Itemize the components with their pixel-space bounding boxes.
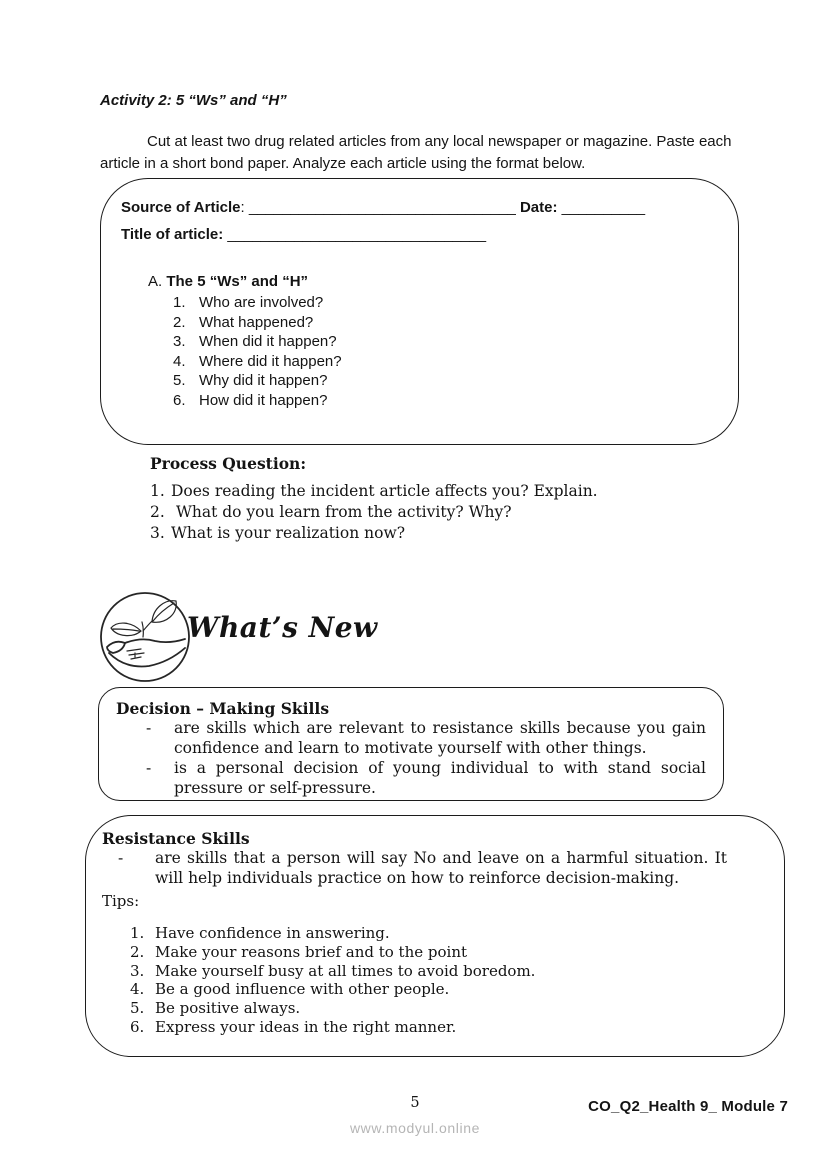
item-text: Be a good influence with other people. <box>155 980 450 999</box>
item-text: Make yourself busy at all times to avoid boredom. <box>155 961 536 980</box>
hand-holding-plant-icon <box>97 591 193 684</box>
item-text: are skills that a person will say No and leave on a harmful situation. It will help individuals practice on how to reinforce decision-making. <box>155 849 727 887</box>
item-number: 6. <box>173 391 186 409</box>
item-text: Have confidence in answering. <box>155 924 390 942</box>
item-text: is a personal decision of young individual to with stand social pressure or self-pressure. <box>174 759 706 797</box>
list-item <box>130 980 768 999</box>
item-text: When did it happen? <box>199 333 337 350</box>
item-number: 1. <box>150 482 165 500</box>
section-a-heading <box>148 273 720 290</box>
process-question-heading: Process Question: <box>150 454 307 473</box>
section-letter: A. <box>148 273 163 290</box>
dash-bullet: - <box>118 849 124 867</box>
watermark: www.modyul.online <box>349 1120 481 1136</box>
list-item <box>173 313 720 333</box>
whats-new-title: What’s New <box>187 611 378 644</box>
source-blank-line: ________________________________ <box>248 199 516 216</box>
title-blank-line: _______________________________ <box>227 226 487 243</box>
list-item <box>150 523 670 544</box>
item-number: 2. <box>173 313 186 331</box>
item-text: What happened? <box>199 313 314 331</box>
source-of-article-label: Source of Article <box>121 199 241 216</box>
process-question-list <box>150 481 670 544</box>
list-item <box>130 999 768 1018</box>
item-text: Does reading the incident article affects you? Explain. <box>171 482 598 500</box>
intro-paragraph: Cut at least two drug related articles from any local newspaper or magazine. Paste each article in a short bond paper. Analyze each article using the format below. <box>100 133 732 172</box>
list-item <box>173 391 720 411</box>
list-item <box>130 1018 768 1037</box>
list-item <box>130 924 768 943</box>
item-text: are skills which are relevant to resistance skills because you gain confidence and learn to motivate yourself with other things. <box>174 719 706 757</box>
item-number: 2. <box>150 503 165 521</box>
item-number: 1. <box>130 924 145 942</box>
item-number: 6. <box>130 1017 145 1036</box>
dash-bullet: - <box>146 719 152 737</box>
resistance-skills-box <box>85 815 785 1057</box>
list-item <box>150 481 670 502</box>
decision-skills-heading: Decision – Making Skills <box>116 699 330 718</box>
section-title: The 5 “Ws” and “H” <box>166 273 309 290</box>
tips-label: Tips: <box>102 892 140 910</box>
item-number: 2. <box>130 942 145 961</box>
item-text: What is your realization now? <box>171 524 406 542</box>
tips-list <box>130 924 768 1037</box>
list-item <box>130 962 768 981</box>
resistance-skills-heading: Resistance Skills <box>102 829 250 848</box>
item-number: 4. <box>130 980 145 999</box>
list-item <box>130 943 768 962</box>
dash-bullet: - <box>146 759 152 777</box>
list-item <box>146 718 706 758</box>
list-item <box>173 352 720 372</box>
title-of-article-label: Title of article: <box>121 226 228 243</box>
source-colon: : <box>240 199 249 216</box>
item-text: Be positive always. <box>155 999 301 1018</box>
item-number: 4. <box>173 352 186 370</box>
activity-title: Activity 2: 5 “Ws” and “H” <box>100 92 287 109</box>
five-ws-question-list <box>173 293 720 410</box>
item-text: How did it happen? <box>199 391 328 409</box>
list-item <box>146 758 706 798</box>
list-item <box>173 293 720 313</box>
item-number: 3. <box>173 333 186 350</box>
item-text: Express your ideas in the right manner. <box>155 1017 457 1036</box>
module-code: CO_Q2_Health 9_ Module 7 <box>588 1098 788 1115</box>
date-label: Date: <box>515 199 562 216</box>
item-number: 5. <box>173 372 186 389</box>
item-number: 5. <box>130 999 145 1018</box>
decision-skills-box <box>98 687 724 801</box>
item-text: Where did it happen? <box>199 352 342 370</box>
source-date-line <box>121 199 720 216</box>
date-blank-line: __________ <box>561 199 646 216</box>
article-form-box <box>100 178 739 445</box>
item-text: Who are involved? <box>199 294 324 311</box>
list-item <box>173 332 720 352</box>
item-number: 3. <box>130 961 145 980</box>
title-line <box>121 226 720 243</box>
item-text: Why did it happen? <box>199 372 328 389</box>
page-number: 5 <box>410 1095 420 1111</box>
list-item <box>173 371 720 391</box>
list-item <box>118 848 768 888</box>
item-number: 3. <box>150 524 165 542</box>
item-number: 1. <box>173 294 186 311</box>
item-text: Make your reasons brief and to the point <box>155 942 468 961</box>
item-text: What do you learn from the activity? Why? <box>171 503 512 521</box>
list-item <box>150 502 670 523</box>
